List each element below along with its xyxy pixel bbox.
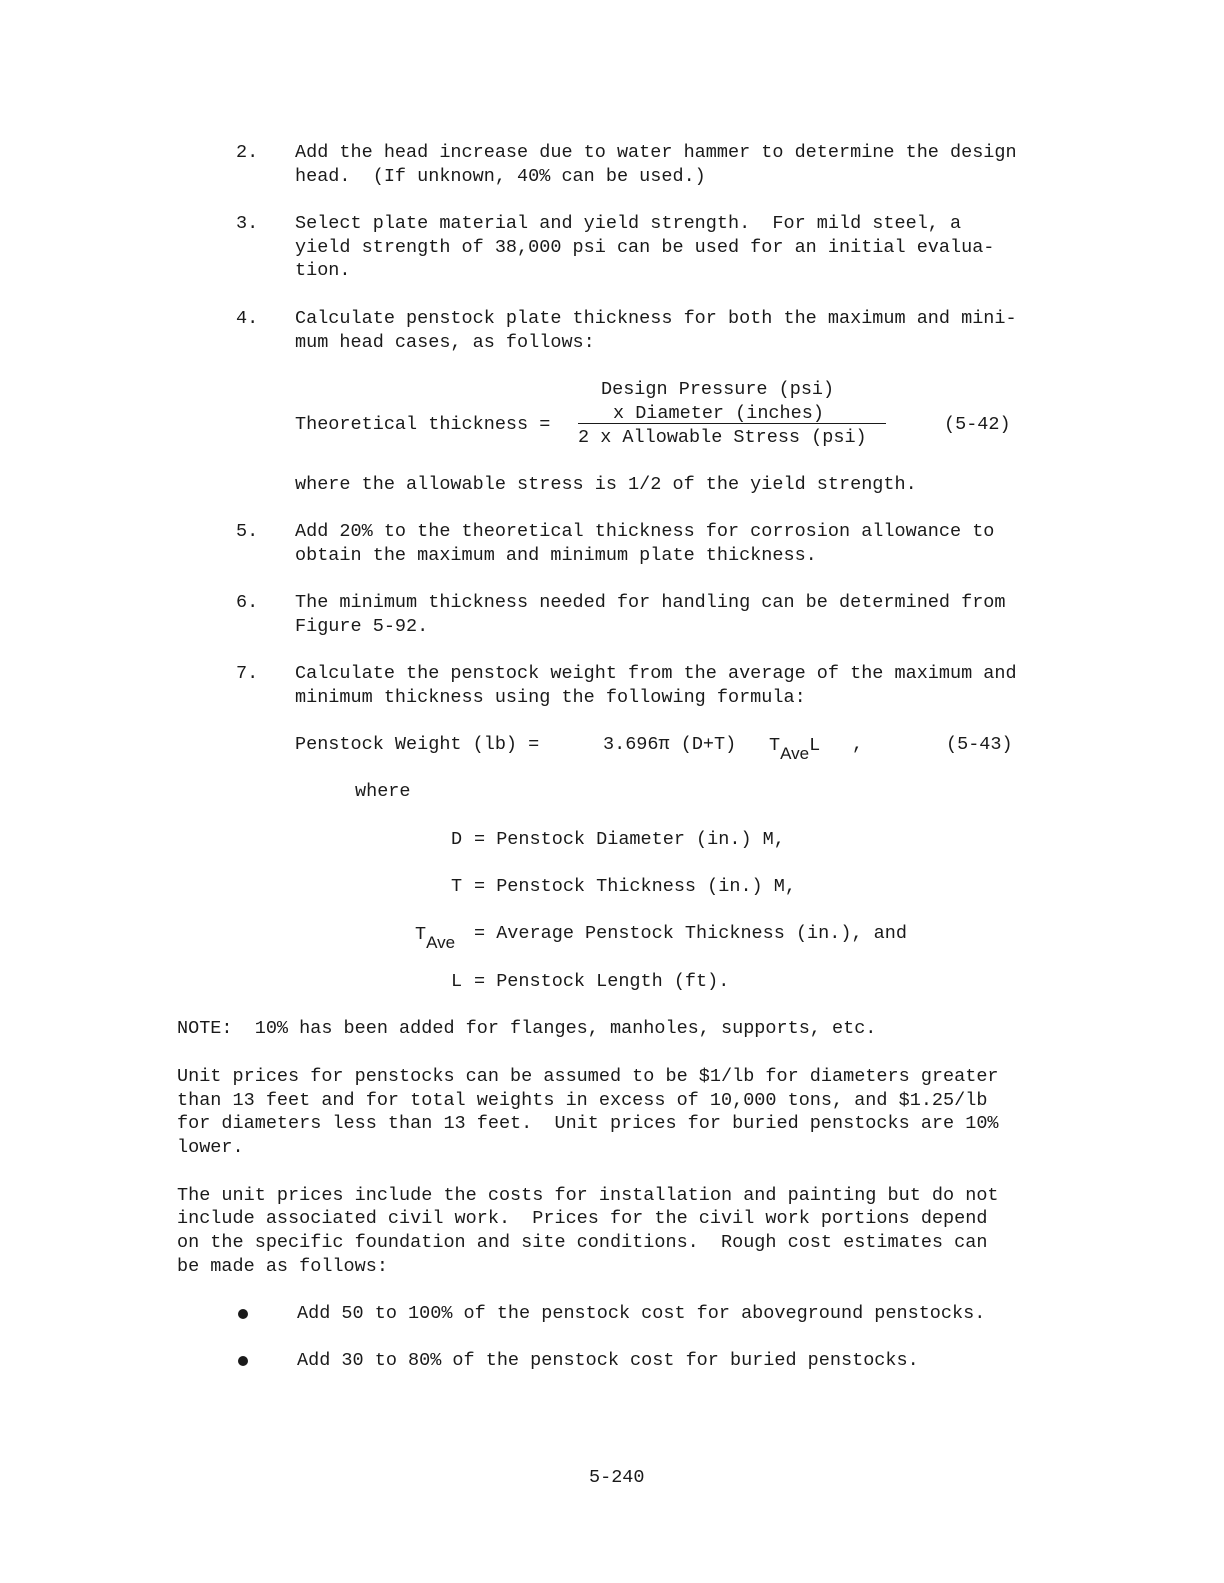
- item-5-line-2: obtain the maximum and minimum plate thickness.: [295, 545, 817, 566]
- eq2-l-symbol: L: [809, 735, 821, 756]
- para1-line-3: for diameters less than 13 feet. Unit prices for buried penstocks are 10%: [177, 1113, 999, 1134]
- eq1-denominator: 2 x Allowable Stress (psi): [578, 427, 867, 448]
- def-tave-text: = Average Penstock Thickness (in.), and: [474, 923, 907, 944]
- item-7-line-1: Calculate the penstock weight from the average of the maximum and: [295, 663, 1017, 684]
- eq2-rhs: 3.696π (D+T): [603, 734, 737, 755]
- eq2-t-subscript: Ave: [780, 744, 810, 763]
- eq2-label: (5-43): [946, 734, 1013, 755]
- bullet-1-text: Add 50 to 100% of the penstock cost for aboveground penstocks.: [297, 1303, 986, 1324]
- item-4-number: 4.: [236, 308, 259, 329]
- para2-line-1: The unit prices include the costs for installation and painting but do not: [177, 1185, 999, 1206]
- bullet-2-text: Add 30 to 80% of the penstock cost for buried penstocks.: [297, 1350, 919, 1371]
- note: NOTE: 10% has been added for flanges, manholes, supports, etc.: [177, 1018, 877, 1039]
- eq1-numerator-line-2: x Diameter (inches): [613, 403, 824, 424]
- item-5-number: 5.: [236, 521, 259, 542]
- eq1-lhs: Theoretical thickness =: [295, 414, 551, 435]
- item-6-number: 6.: [236, 592, 259, 613]
- bullet-1-dot: [238, 1309, 248, 1319]
- item-5-line-1: Add 20% to the theoretical thickness for corrosion allowance to: [295, 521, 995, 542]
- para1-line-1: Unit prices for penstocks can be assumed to be $1/lb for diameters greater: [177, 1066, 999, 1087]
- eq1-label: (5-42): [944, 414, 1011, 435]
- item-3-line-3: tion.: [295, 260, 351, 281]
- def-tave-subscript: Ave: [426, 933, 456, 952]
- def-l-text: = Penstock Length (ft).: [474, 971, 730, 992]
- item-6-line-2: Figure 5-92.: [295, 616, 429, 637]
- item-3-line-2: yield strength of 38,000 psi can be used for an initial evalua-: [295, 237, 995, 258]
- where-label: where: [355, 781, 411, 802]
- eq2-comma: ,: [852, 734, 864, 755]
- def-l-symbol: L: [451, 971, 463, 992]
- eq1-fraction-bar: [578, 423, 886, 424]
- para2-line-3: on the specific foundation and site conditions. Rough cost estimates can: [177, 1232, 988, 1253]
- def-tave-t: T: [415, 924, 427, 945]
- para2-line-4: be made as follows:: [177, 1256, 388, 1277]
- para1-line-4: lower.: [177, 1137, 244, 1158]
- para1-line-2: than 13 feet and for total weights in excess of 10,000 tons, and $1.25/lb: [177, 1090, 988, 1111]
- item-6-line-1: The minimum thickness needed for handling can be determined from: [295, 592, 1006, 613]
- para2-line-2: include associated civil work. Prices for the civil work portions depend: [177, 1208, 988, 1229]
- allowable-stress-note: where the allowable stress is 1/2 of the yield strength.: [295, 474, 917, 495]
- item-2-number: 2.: [236, 142, 259, 163]
- item-2-line-1: Add the head increase due to water hammer to determine the design: [295, 142, 1017, 163]
- bullet-2-dot: [238, 1356, 248, 1366]
- def-tave-symbol: [415, 922, 456, 952]
- eq2-lhs: Penstock Weight (lb) =: [295, 734, 540, 755]
- eq2-t-symbol: T: [769, 735, 781, 756]
- eq1-numerator-line-1: Design Pressure (psi): [601, 379, 835, 400]
- def-d-text: = Penstock Diameter (in.) M,: [474, 829, 785, 850]
- item-3-number: 3.: [236, 213, 259, 234]
- def-t-symbol: T: [451, 876, 463, 897]
- item-7-number: 7.: [236, 663, 259, 684]
- page-number: 5-240: [589, 1467, 645, 1488]
- eq2-t-ave: [769, 733, 821, 763]
- item-4-line-2: mum head cases, as follows:: [295, 332, 595, 353]
- item-4-line-1: Calculate penstock plate thickness for both the maximum and mini-: [295, 308, 1017, 329]
- def-d-symbol: D: [451, 829, 463, 850]
- def-t-text: = Penstock Thickness (in.) M,: [474, 876, 796, 897]
- item-3-line-1: Select plate material and yield strength. For mild steel, a: [295, 213, 962, 234]
- item-2-line-2: head. (If unknown, 40% can be used.): [295, 166, 706, 187]
- item-7-line-2: minimum thickness using the following formula:: [295, 687, 806, 708]
